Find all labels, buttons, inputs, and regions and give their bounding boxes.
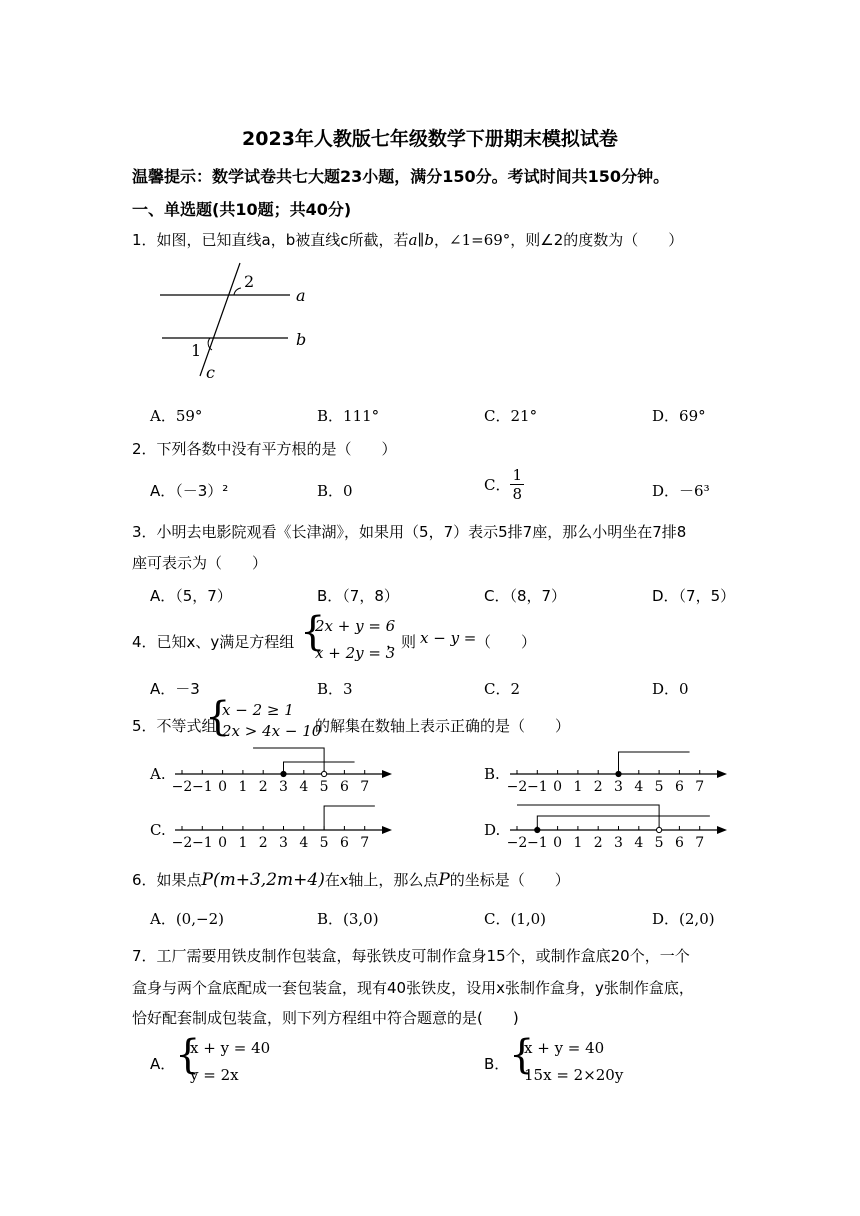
tick-label: 1 (238, 835, 248, 851)
tick-label: 4 (299, 835, 309, 851)
q2-option-d[interactable]: D．－6³ (652, 482, 710, 500)
tick-label: 7 (695, 835, 705, 851)
number-line-d (505, 798, 735, 856)
question-7-line2: 盒身与两个盒底配成一套包装盒，现有40张铁皮，设用x张制作盒身，y张制作盒底， (132, 979, 694, 997)
tick-label: 3 (614, 779, 623, 795)
q4-option-a[interactable]: A．－3 (150, 680, 200, 698)
tick-label: 0 (218, 835, 228, 851)
q5-label-c[interactable]: C. (150, 821, 166, 839)
q2-option-b[interactable]: B．0 (317, 482, 353, 500)
tick-label: 2 (258, 779, 268, 795)
tick-label: −2 (506, 835, 528, 851)
tick-label: 7 (360, 835, 370, 851)
q7-b-eq1: x + y = 40 (524, 1039, 605, 1057)
q4-option-c[interactable]: C．2 (484, 680, 521, 698)
q1-option-b[interactable]: B．111° (317, 407, 380, 425)
page-title: 2023年人教版七年级数学下册期末模拟试卷 (242, 128, 618, 150)
tick-label: −2 (506, 779, 528, 795)
tick-label: 3 (614, 835, 623, 851)
question-7-line3: 恰好配套制成包装盒，则下列方程组中符合题意的是( ) (132, 1009, 519, 1027)
tick-label: 2 (593, 779, 603, 795)
tick-label: 3 (279, 779, 288, 795)
q3-option-c[interactable]: C．（8，7） (484, 587, 567, 605)
range-bar (284, 762, 355, 774)
tick-label: 1 (238, 779, 248, 795)
q5-label-a[interactable]: A. (150, 765, 166, 783)
question-3-line1: 3．小明去电影院观看《长津湖》，如果用（5，7）表示5排7座，那么小明坐在7排8 (132, 523, 687, 541)
q6-option-b[interactable]: B．(3,0) (317, 910, 379, 928)
q6-stem-part: 在 (324, 871, 340, 889)
fraction-denominator: 8 (512, 485, 523, 503)
q6-axis: x (339, 871, 349, 889)
q6-stem-part: 轴上，那么点 (348, 871, 439, 889)
q1-stem-part: 1．如图，已知直线a，b被直线c所截，若 (132, 231, 409, 249)
line-c-label: c (206, 363, 215, 382)
tick-label: 5 (654, 779, 664, 795)
q5-stem-a: 5．不等式组 (132, 717, 217, 735)
tick-label: −1 (191, 779, 213, 795)
open-dot (657, 827, 662, 832)
q5-stem-b: 的解集在数轴上表示正确的是（ ） (315, 717, 571, 735)
tick-label: 4 (634, 779, 644, 795)
q1-stem-part: ，则∠2的度数为（ ） (510, 231, 684, 249)
q3-option-b[interactable]: B．（7，8） (317, 587, 399, 605)
q4-eq1: 2x + y = 6 (315, 617, 396, 635)
number-line-c (170, 798, 400, 856)
angle-2-arc (234, 288, 241, 295)
q1-option-c[interactable]: C．21° (484, 407, 538, 425)
tick-label: 4 (634, 835, 644, 851)
q4-brace: { (300, 609, 326, 655)
q7-option-a-label[interactable]: A． (150, 1055, 176, 1073)
q1-option-a[interactable]: A．59° (150, 407, 203, 425)
q3-option-d[interactable]: D．（7，5） (652, 587, 736, 605)
fraction-numerator: 1 (512, 466, 523, 484)
range-bar (517, 805, 659, 830)
q5-ineq1: x − 2 ≥ 1 (222, 701, 294, 719)
q1-figure (150, 258, 330, 388)
closed-dot (535, 827, 540, 832)
tick-label: 7 (695, 779, 705, 795)
q6-stem-part: 6．如果点 (132, 871, 202, 889)
range-bar (537, 816, 710, 830)
tick-label: 1 (573, 779, 583, 795)
q3-option-a[interactable]: A．（5，7） (150, 587, 232, 605)
tick-label: −1 (526, 779, 548, 795)
tick-label: 7 (360, 779, 370, 795)
q6-point: P(m+3,2m+4) (201, 870, 325, 890)
open-dot (322, 771, 327, 776)
closed-dot (281, 771, 286, 776)
fraction (510, 466, 524, 503)
q7-a-brace: { (175, 1032, 201, 1078)
tick-label: 0 (553, 835, 563, 851)
q5-label-b[interactable]: B. (484, 765, 500, 783)
question-1-stem (132, 229, 683, 250)
section-heading: 一、单选题(共10题；共40分) (132, 200, 352, 219)
q6-option-d[interactable]: D．(2,0) (652, 910, 715, 928)
q2-option-a[interactable]: A．（－3）² (150, 482, 229, 500)
angle-2-label: 2 (244, 272, 255, 291)
tick-label: −2 (171, 835, 193, 851)
q7-option-b-label[interactable]: B． (484, 1055, 510, 1073)
axis-arrow (382, 826, 392, 834)
q4-option-b[interactable]: B．3 (317, 680, 353, 698)
tick-label: −2 (171, 779, 193, 795)
number-line-a (170, 742, 400, 800)
tick-label: 5 (319, 835, 329, 851)
q1-stem-part: ， (434, 231, 450, 249)
tick-label: 6 (674, 779, 684, 795)
range-bar (619, 752, 690, 774)
question-3-line2: 座可表示为（ ） (132, 554, 268, 572)
tick-label: −1 (526, 835, 548, 851)
tick-label: 0 (553, 779, 563, 795)
q5-label-d[interactable]: D. (484, 821, 501, 839)
number-line-b (505, 742, 735, 800)
axis-arrow (382, 770, 392, 778)
q6-option-a[interactable]: A．(0,−2) (150, 910, 224, 928)
q4-stem-a: 4．已知x、y满足方程组 (132, 633, 295, 651)
tick-label: 6 (339, 779, 349, 795)
q7-a-eq2: y = 2x (190, 1066, 239, 1084)
axis-arrow (717, 826, 727, 834)
q4-option-d[interactable]: D．0 (652, 680, 689, 698)
q6-stem-part: 的坐标是（ ） (449, 871, 570, 889)
tick-label: 2 (593, 835, 603, 851)
q6-p: P (438, 870, 450, 890)
q7-a-eq1: x + y = 40 (190, 1039, 271, 1057)
question-2-stem: 2．下列各数中没有平方根的是（ ） (132, 440, 397, 458)
q5-brace: { (205, 694, 231, 740)
tick-label: 5 (654, 835, 664, 851)
tick-label: 0 (218, 779, 228, 795)
q6-option-c[interactable]: C．(1,0) (484, 910, 547, 928)
question-7-line1: 7．工厂需要用铁皮制作包装盒，每张铁皮可制作盒身15个，或制作盒底20个，一个 (132, 947, 690, 965)
closed-dot (616, 771, 621, 776)
q1-option-d[interactable]: D．69° (652, 407, 706, 425)
question-6-stem (132, 869, 570, 890)
q5-ineq2: 2x > 4x − 10 (222, 722, 322, 740)
axis-arrow (717, 770, 727, 778)
range-bar (253, 748, 324, 774)
q1-math-parallel: a∥b (408, 231, 434, 249)
tick-label: −1 (191, 835, 213, 851)
tick-label: 5 (319, 779, 329, 795)
q4-stem-b: ，则 (386, 633, 417, 651)
tick-label: 4 (299, 779, 309, 795)
range-bar (324, 806, 375, 830)
tick-label: 2 (258, 835, 268, 851)
q2-option-c[interactable] (484, 466, 524, 503)
exam-tip: 温馨提示：数学试卷共七大题23小题，满分150分。考试时间共150分钟。 (132, 167, 670, 186)
tick-label: 3 (279, 835, 288, 851)
line-b-label: b (296, 330, 307, 349)
q7-b-eq2: 15x = 2×20y (524, 1066, 624, 1084)
tick-label: 1 (573, 835, 583, 851)
line-a-label: a (296, 286, 306, 305)
tick-label: 6 (339, 835, 349, 851)
q4-stem-c: （ ） (476, 633, 537, 651)
angle-1-label: 1 (191, 341, 202, 360)
line-c (200, 263, 240, 376)
tick-label: 6 (674, 835, 684, 851)
q4-expr: x − y = (420, 629, 477, 647)
q1-math-angle: ∠1=69° (449, 231, 511, 249)
q4-eq2: x + 2y = 3 (315, 644, 396, 662)
q7-b-brace: { (509, 1032, 535, 1078)
q2-c-label: C． (484, 476, 511, 494)
